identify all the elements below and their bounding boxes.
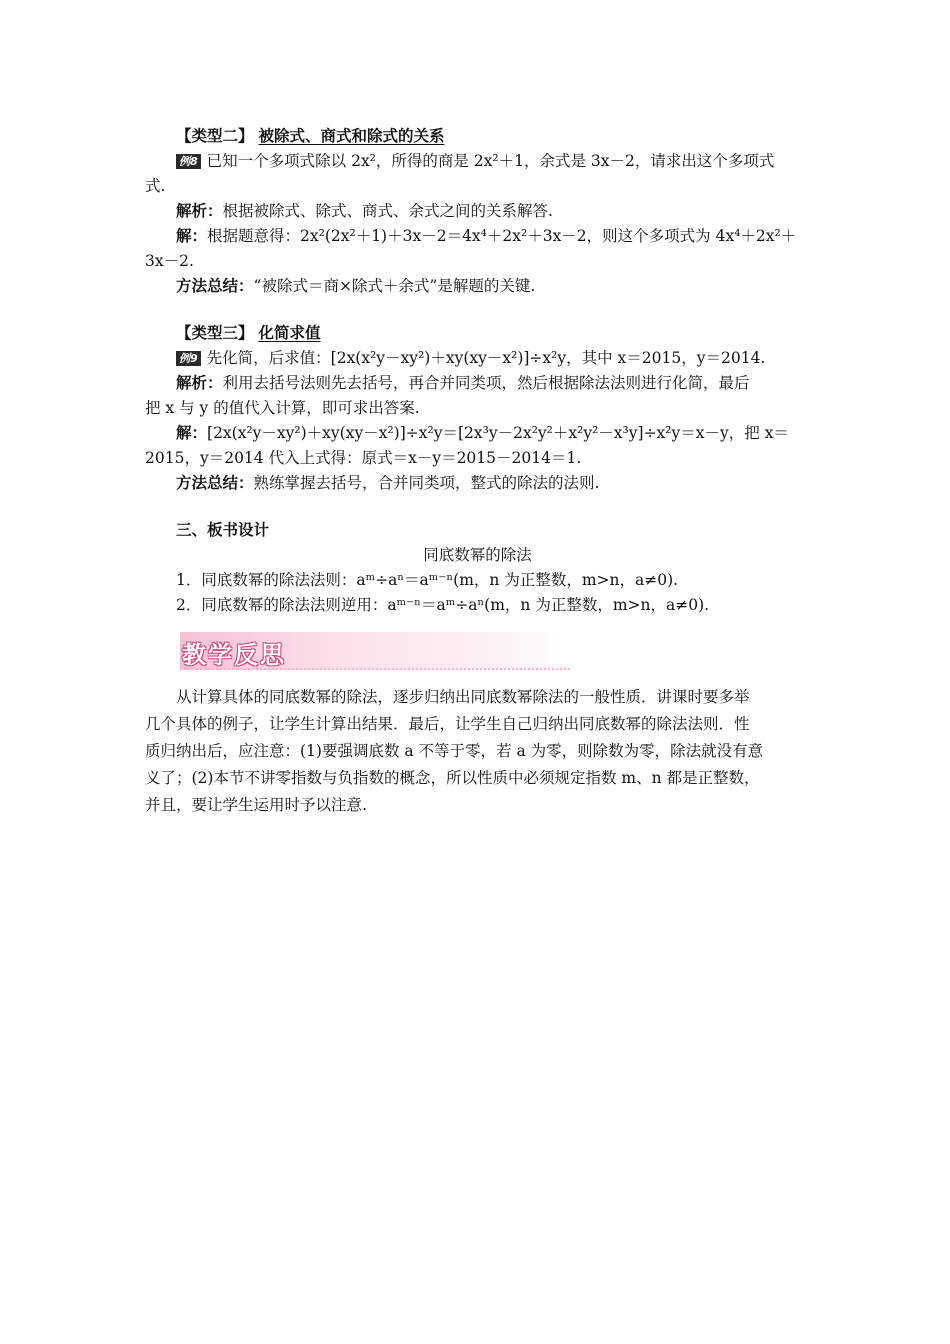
example9-summary <box>145 471 810 496</box>
solution-text: [2x(x²y－xy²)＋xy(xy－x²)]÷x²y＝[2x³y－2x²y²＋x²y²－x³y]÷x²y＝x－y，把 x＝ <box>207 424 789 442</box>
example9-analysis-cont: 把 x 与 y 的值代入计算，即可求出答案. <box>145 399 420 417</box>
example9-text: 先化简，后求值：[2x(x²y－xy²)＋xy(xy－x²)]÷x²y，其中 x＝2015，y＝2014. <box>206 349 766 367</box>
board-item-2: 2．同底数幂的除法法则逆用：aᵐ⁻ⁿ＝aᵐ÷aⁿ(m，n 为正整数，m>n，a≠0). <box>176 596 710 614</box>
example9-question <box>145 346 810 371</box>
summary-label: 方法总结： <box>176 277 254 295</box>
analysis-label: 解析： <box>176 202 223 220</box>
example9-analysis <box>145 371 810 396</box>
type3-heading <box>145 321 810 346</box>
reflection-line: 从计算具体的同底数幂的除法，逐步归纳出同底数幂除法的一般性质．讲课时要多举 <box>176 688 750 706</box>
solution-label: 解： <box>176 227 208 245</box>
summary-text: “被除式＝商×除式＋余式”是解题的关键. <box>253 277 536 295</box>
reflection-banner <box>180 632 570 670</box>
example8-badge: 例8 <box>176 154 201 169</box>
example8-solution-cont: 3x－2. <box>145 252 194 270</box>
analysis-text: 根据被除式、除式、商式、余式之间的关系解答. <box>222 202 553 220</box>
example8-question <box>145 149 810 174</box>
reflection-banner-title: 教学反思 <box>182 641 286 669</box>
solution-label: 解： <box>176 424 208 442</box>
type2-title: 被除式、商式和除式的关系 <box>258 127 445 145</box>
reflection-line: 几个具体的例子，让学生计算出结果．最后，让学生自己归纳出同底数幂的除法法则．性 <box>145 715 750 733</box>
example9-solution-cont: 2015，y＝2014 代入上式得：原式＝x－y＝2015－2014＝1. <box>145 449 582 467</box>
summary-label: 方法总结： <box>176 474 254 492</box>
board-heading: 三、板书设计 <box>176 521 270 539</box>
summary-text: 熟练掌握去括号，合并同类项，整式的除法的法则. <box>253 474 600 492</box>
example9-badge: 例9 <box>176 351 201 366</box>
type3-bracket: 【类型三】 <box>176 324 254 342</box>
type3-title: 化简求值 <box>258 324 321 342</box>
reflection-line: 质归纳出后，应注意：(1)要强调底数 a 不等于零，若 a 为零，则除数为零，除法就没有意 <box>145 742 764 760</box>
reflection-line: 并且，要让学生运用时予以注意. <box>145 796 367 814</box>
example8-question-cont: 式. <box>145 177 166 195</box>
example9-solution <box>145 421 810 446</box>
analysis-label: 解析： <box>176 374 223 392</box>
reflection-line: 义了；(2)本节不讲零指数与负指数的概念，所以性质中必须规定指数 m、n 都是正整数， <box>145 769 760 787</box>
example8-summary <box>145 274 810 299</box>
document-page <box>145 124 810 819</box>
board-center-title: 同底数幂的除法 <box>423 546 532 564</box>
example8-solution <box>145 224 810 249</box>
example8-text: 已知一个多项式除以 2x²，所得的商是 2x²＋1，余式是 3x－2，请求出这个多项式 <box>206 152 775 170</box>
type2-heading <box>145 124 810 149</box>
board-item-1: 1．同底数幂的除法法则：aᵐ÷aⁿ＝aᵐ⁻ⁿ(m，n 为正整数，m>n，a≠0). <box>176 571 679 589</box>
example8-analysis <box>145 199 810 224</box>
analysis-text: 利用去括号法则先去括号，再合并同类项，然后根据除法法则进行化简，最后 <box>222 374 750 392</box>
solution-text: 根据题意得：2x²(2x²＋1)＋3x－2＝4x⁴＋2x²＋3x－2，则这个多项式为 4x⁴＋2x²＋ <box>207 227 797 245</box>
type2-bracket: 【类型二】 <box>176 127 254 145</box>
reflection-paragraph <box>145 684 810 819</box>
